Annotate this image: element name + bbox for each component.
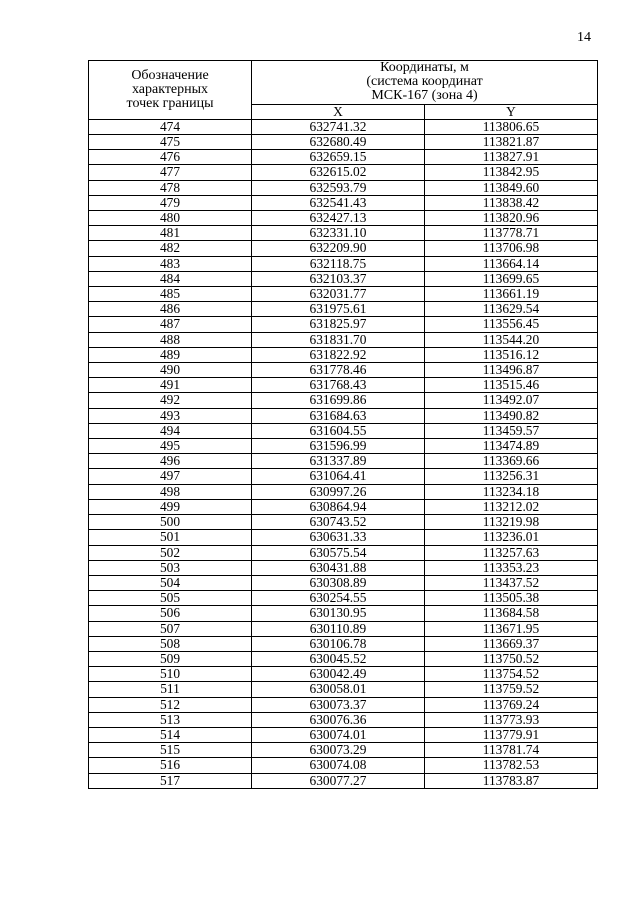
y-coordinate-cell: 113515.46 xyxy=(425,378,598,393)
table-row xyxy=(89,651,598,666)
table-row xyxy=(89,575,598,590)
table-row xyxy=(89,560,598,575)
point-number-cell: 494 xyxy=(89,423,252,438)
x-coordinate-cell: 631975.61 xyxy=(252,302,425,317)
x-coordinate-cell: 630073.37 xyxy=(252,697,425,712)
x-coordinate-cell: 631604.55 xyxy=(252,423,425,438)
point-number-cell: 513 xyxy=(89,712,252,727)
y-coordinate-cell: 113699.65 xyxy=(425,271,598,286)
y-coordinate-cell: 113779.91 xyxy=(425,727,598,742)
point-number-cell: 493 xyxy=(89,408,252,423)
x-coordinate-cell: 630106.78 xyxy=(252,636,425,651)
point-number-cell: 479 xyxy=(89,195,252,210)
x-coordinate-cell: 630076.36 xyxy=(252,712,425,727)
x-coordinate-cell: 630058.01 xyxy=(252,682,425,697)
y-coordinate-cell: 113669.37 xyxy=(425,636,598,651)
point-number-cell: 514 xyxy=(89,727,252,742)
x-coordinate-cell: 631825.97 xyxy=(252,317,425,332)
page-number: 14 xyxy=(577,30,591,45)
table-row xyxy=(89,515,598,530)
x-coordinate-cell: 630575.54 xyxy=(252,545,425,560)
point-number-cell: 495 xyxy=(89,439,252,454)
y-coordinate-cell: 113544.20 xyxy=(425,332,598,347)
header-line: точек границы xyxy=(126,96,214,111)
point-number-cell: 485 xyxy=(89,287,252,302)
point-number-cell: 487 xyxy=(89,317,252,332)
y-coordinate-cell: 113849.60 xyxy=(425,180,598,195)
y-coordinate-cell: 113256.31 xyxy=(425,469,598,484)
point-number-cell: 486 xyxy=(89,302,252,317)
x-coordinate-cell: 630077.27 xyxy=(252,773,425,788)
point-number-cell: 480 xyxy=(89,211,252,226)
table-row xyxy=(89,150,598,165)
header-line: Координаты, м xyxy=(380,60,469,75)
table-row xyxy=(89,211,598,226)
point-number-cell: 506 xyxy=(89,606,252,621)
y-coordinate-cell: 113838.42 xyxy=(425,195,598,210)
point-number-cell: 474 xyxy=(89,119,252,134)
x-coordinate-cell: 630631.33 xyxy=(252,530,425,545)
x-coordinate-cell: 632659.15 xyxy=(252,150,425,165)
x-coordinate-cell: 632541.43 xyxy=(252,195,425,210)
point-number-cell: 509 xyxy=(89,651,252,666)
coordinates-header xyxy=(252,61,598,105)
coordinates-table xyxy=(88,60,598,789)
table-row xyxy=(89,530,598,545)
y-coordinate-cell: 113754.52 xyxy=(425,667,598,682)
y-coordinate-cell: 113556.45 xyxy=(425,317,598,332)
x-coordinate-cell: 630074.08 xyxy=(252,758,425,773)
table-row xyxy=(89,195,598,210)
table-row xyxy=(89,423,598,438)
table-row xyxy=(89,773,598,788)
point-number-cell: 516 xyxy=(89,758,252,773)
table-row xyxy=(89,226,598,241)
header-line: Обозначение xyxy=(131,67,209,83)
x-coordinate-cell: 631337.89 xyxy=(252,454,425,469)
point-number-cell: 481 xyxy=(89,226,252,241)
y-coordinate-cell: 113459.57 xyxy=(425,423,598,438)
point-number-cell: 503 xyxy=(89,560,252,575)
y-coordinate-cell: 113257.63 xyxy=(425,545,598,560)
point-number-cell: 515 xyxy=(89,743,252,758)
y-coordinate-cell: 113516.12 xyxy=(425,347,598,362)
table-row xyxy=(89,499,598,514)
table-row xyxy=(89,727,598,742)
x-coordinate-cell: 630431.88 xyxy=(252,560,425,575)
point-number-cell: 478 xyxy=(89,180,252,195)
y-coordinate-cell: 113773.93 xyxy=(425,712,598,727)
table-row xyxy=(89,545,598,560)
y-coordinate-cell: 113671.95 xyxy=(425,621,598,636)
table-row xyxy=(89,393,598,408)
table-row xyxy=(89,454,598,469)
point-number-cell: 497 xyxy=(89,469,252,484)
table-row xyxy=(89,469,598,484)
y-coordinate-cell: 113820.96 xyxy=(425,211,598,226)
y-coordinate-cell: 113353.23 xyxy=(425,560,598,575)
x-coordinate-cell: 631684.63 xyxy=(252,408,425,423)
point-number-cell: 508 xyxy=(89,636,252,651)
x-coordinate-cell: 630073.29 xyxy=(252,743,425,758)
y-coordinate-cell: 113212.02 xyxy=(425,499,598,514)
table-row xyxy=(89,606,598,621)
point-number-cell: 492 xyxy=(89,393,252,408)
table-row xyxy=(89,332,598,347)
x-coordinate-cell: 630074.01 xyxy=(252,727,425,742)
y-coordinate-cell: 113664.14 xyxy=(425,256,598,271)
point-number-cell: 496 xyxy=(89,454,252,469)
table-row xyxy=(89,636,598,651)
x-coordinate-cell: 632741.32 xyxy=(252,119,425,134)
y-coordinate-cell: 113806.65 xyxy=(425,119,598,134)
x-coordinate-cell: 631778.46 xyxy=(252,363,425,378)
y-coordinate-cell: 113369.66 xyxy=(425,454,598,469)
point-number-cell: 475 xyxy=(89,135,252,150)
x-coordinate-cell: 632209.90 xyxy=(252,241,425,256)
x-coordinate-cell: 630997.26 xyxy=(252,484,425,499)
point-number-cell: 488 xyxy=(89,332,252,347)
x-coordinate-cell: 631596.99 xyxy=(252,439,425,454)
x-coordinate-cell: 630045.52 xyxy=(252,651,425,666)
x-coordinate-cell: 632031.77 xyxy=(252,287,425,302)
x-coordinate-cell: 630254.55 xyxy=(252,591,425,606)
x-coordinate-cell: 631699.86 xyxy=(252,393,425,408)
y-coordinate-cell: 113706.98 xyxy=(425,241,598,256)
x-coordinate-cell: 630130.95 xyxy=(252,606,425,621)
x-coordinate-cell: 631064.41 xyxy=(252,469,425,484)
table-row xyxy=(89,697,598,712)
table-row xyxy=(89,317,598,332)
y-coordinate-cell: 113821.87 xyxy=(425,135,598,150)
point-number-cell: 504 xyxy=(89,575,252,590)
y-coordinate-cell: 113750.52 xyxy=(425,651,598,666)
point-number-cell: 512 xyxy=(89,697,252,712)
table-row xyxy=(89,302,598,317)
table-row xyxy=(89,271,598,286)
point-number-cell: 490 xyxy=(89,363,252,378)
table-row xyxy=(89,241,598,256)
point-designation-header xyxy=(89,61,252,120)
table-row xyxy=(89,758,598,773)
x-coordinate-cell: 630308.89 xyxy=(252,575,425,590)
table-row xyxy=(89,180,598,195)
header-line: МСК-167 (зона 4) xyxy=(371,88,478,104)
y-coordinate-cell: 113781.74 xyxy=(425,743,598,758)
header-line: (система координат xyxy=(366,74,483,90)
y-coordinate-cell: 113505.38 xyxy=(425,591,598,606)
x-column-header: X xyxy=(252,104,425,119)
x-coordinate-cell: 630743.52 xyxy=(252,515,425,530)
x-coordinate-cell: 632593.79 xyxy=(252,180,425,195)
table-row xyxy=(89,378,598,393)
point-number-cell: 484 xyxy=(89,271,252,286)
y-coordinate-cell: 113661.19 xyxy=(425,287,598,302)
y-coordinate-cell: 113759.52 xyxy=(425,682,598,697)
y-coordinate-cell: 113684.58 xyxy=(425,606,598,621)
y-coordinate-cell: 113437.52 xyxy=(425,575,598,590)
table-row xyxy=(89,119,598,134)
table-row xyxy=(89,743,598,758)
table-row xyxy=(89,439,598,454)
x-coordinate-cell: 630110.89 xyxy=(252,621,425,636)
x-coordinate-cell: 632427.13 xyxy=(252,211,425,226)
table-row xyxy=(89,287,598,302)
y-coordinate-cell: 113490.82 xyxy=(425,408,598,423)
table-row xyxy=(89,667,598,682)
point-number-cell: 482 xyxy=(89,241,252,256)
y-coordinate-cell: 113769.24 xyxy=(425,697,598,712)
table-row xyxy=(89,165,598,180)
y-coordinate-cell: 113629.54 xyxy=(425,302,598,317)
point-number-cell: 491 xyxy=(89,378,252,393)
y-coordinate-cell: 113234.18 xyxy=(425,484,598,499)
y-coordinate-cell: 113236.01 xyxy=(425,530,598,545)
table-row xyxy=(89,256,598,271)
point-number-cell: 507 xyxy=(89,621,252,636)
table-body xyxy=(89,119,598,788)
point-number-cell: 477 xyxy=(89,165,252,180)
point-number-cell: 498 xyxy=(89,484,252,499)
point-number-cell: 517 xyxy=(89,773,252,788)
y-coordinate-cell: 113783.87 xyxy=(425,773,598,788)
point-number-cell: 511 xyxy=(89,682,252,697)
y-coordinate-cell: 113782.53 xyxy=(425,758,598,773)
table-row xyxy=(89,484,598,499)
point-number-cell: 483 xyxy=(89,256,252,271)
x-coordinate-cell: 631822.92 xyxy=(252,347,425,362)
x-coordinate-cell: 632118.75 xyxy=(252,256,425,271)
table-row xyxy=(89,408,598,423)
table-row xyxy=(89,682,598,697)
point-number-cell: 510 xyxy=(89,667,252,682)
x-coordinate-cell: 631768.43 xyxy=(252,378,425,393)
point-number-cell: 501 xyxy=(89,530,252,545)
point-number-cell: 499 xyxy=(89,499,252,514)
y-coordinate-cell: 113778.71 xyxy=(425,226,598,241)
x-coordinate-cell: 632615.02 xyxy=(252,165,425,180)
y-column-header: Y xyxy=(425,104,598,119)
x-coordinate-cell: 632680.49 xyxy=(252,135,425,150)
y-coordinate-cell: 113827.91 xyxy=(425,150,598,165)
y-coordinate-cell: 113474.89 xyxy=(425,439,598,454)
table-row xyxy=(89,363,598,378)
point-number-cell: 502 xyxy=(89,545,252,560)
table-row xyxy=(89,621,598,636)
x-coordinate-cell: 632331.10 xyxy=(252,226,425,241)
header-line: характерных xyxy=(131,81,209,97)
x-coordinate-cell: 630042.49 xyxy=(252,667,425,682)
table-row xyxy=(89,591,598,606)
point-number-cell: 505 xyxy=(89,591,252,606)
y-coordinate-cell: 113496.87 xyxy=(425,363,598,378)
table-row xyxy=(89,712,598,727)
y-coordinate-cell: 113842.95 xyxy=(425,165,598,180)
x-coordinate-cell: 632103.37 xyxy=(252,271,425,286)
point-number-cell: 500 xyxy=(89,515,252,530)
y-coordinate-cell: 113492.07 xyxy=(425,393,598,408)
y-coordinate-cell: 113219.98 xyxy=(425,515,598,530)
x-coordinate-cell: 630864.94 xyxy=(252,499,425,514)
x-coordinate-cell: 631831.70 xyxy=(252,332,425,347)
point-number-cell: 489 xyxy=(89,347,252,362)
point-number-cell: 476 xyxy=(89,150,252,165)
table-row xyxy=(89,347,598,362)
table-row xyxy=(89,135,598,150)
